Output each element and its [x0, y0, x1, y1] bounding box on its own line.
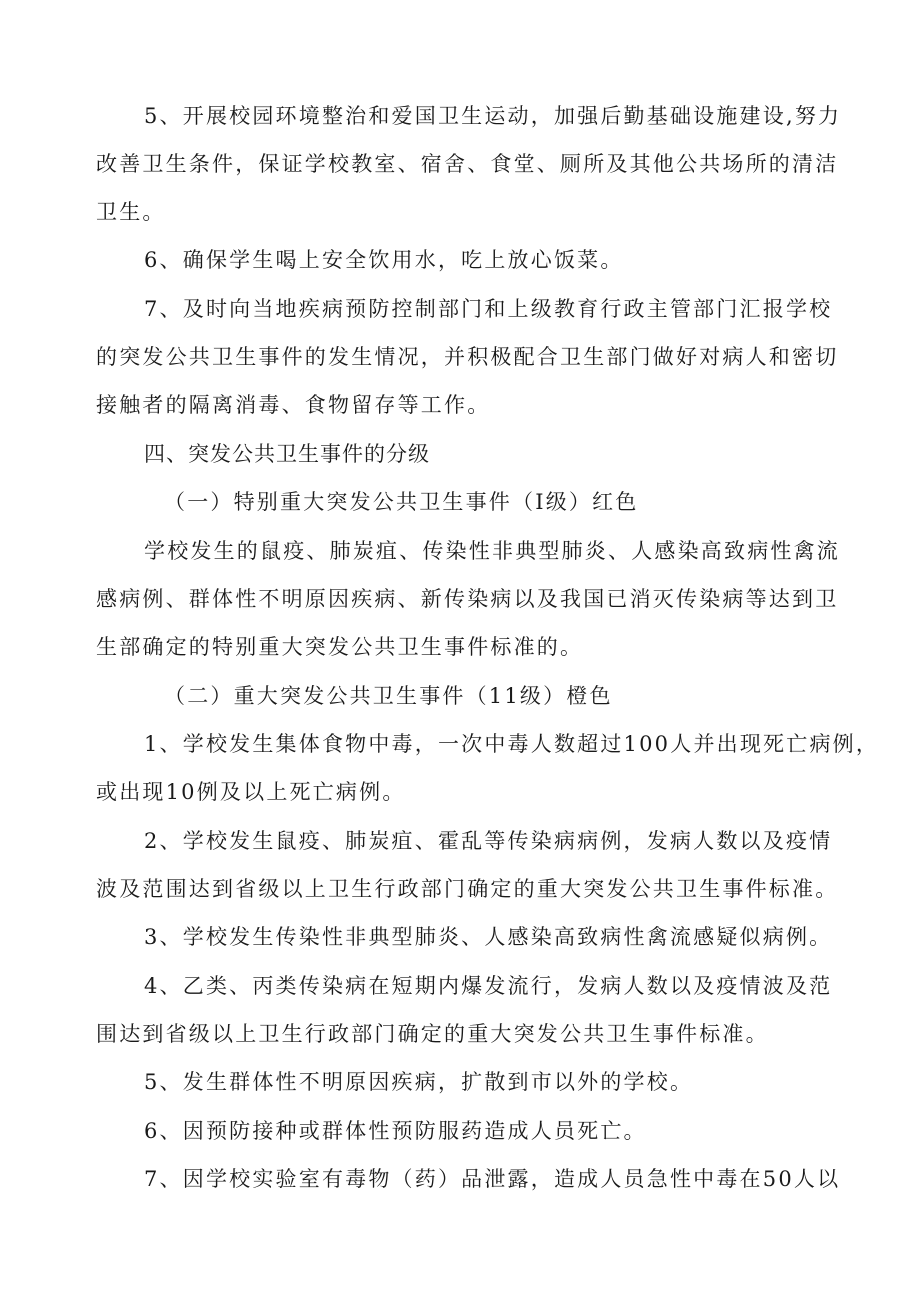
text-line: 感病例、群体性不明原因疾病、新传染病以及我国已消灭传染病等达到卫 [96, 587, 839, 611]
text-line: 5、发生群体性不明原因疾病，扩散到市以外的学校。 [144, 1070, 694, 1094]
text-line: 6、因预防接种或群体性预防服药造成人员死亡。 [144, 1119, 647, 1143]
subsection-heading-level-1: （一）特别重大突发公共卫生事件（I级）红色 [164, 490, 639, 514]
subsection-heading-level-2: （二）重大突发公共卫生事件（11级）橙色 [164, 684, 613, 708]
text-line: 围达到省级以上卫生行政部门确定的重大突发公共卫生事件标准。 [96, 1022, 769, 1046]
text-line: 学校发生的鼠疫、肺炭疽、传染性非典型肺炎、人感染高致病性禽流 [144, 539, 840, 563]
text-line: 卫生。 [96, 200, 166, 224]
text-line: 或出现10例及以上死亡病例。 [96, 780, 406, 804]
text-line: 3、学校发生传染性非典型肺炎、人感染高致病性禽流感疑似病例。 [144, 925, 833, 949]
text-line: 7、及时向当地疾病预防控制部门和上级教育行政主管部门汇报学校 [144, 297, 833, 321]
text-line: 生部确定的特别重大突发公共卫生事件标准的。 [96, 635, 584, 659]
text-line: 7、因学校实验室有毒物（药）品泄露，造成人员急性中毒在50人以 [144, 1167, 841, 1191]
text-line: 6、确保学生喝上安全饮用水，吃上放心饭菜。 [144, 248, 624, 272]
text-line: 2、学校发生鼠疫、肺炭疽、霍乱等传染病病例，发病人数以及疫情 [144, 829, 833, 853]
section-heading: 四、突发公共卫生事件的分级 [144, 442, 430, 466]
text-line: 5、开展校园环境整治和爱国卫生运动，加强后勤基础设施建设,努力 [144, 104, 842, 128]
text-line: 4、乙类、丙类传染病在短期内爆发流行，发病人数以及疫情波及范 [144, 974, 833, 998]
text-line: 1、学校发生集体食物中毒，一次中毒人数超过100人并出现死亡病例， [144, 732, 880, 756]
text-line: 的突发公共卫生事件的发生情况，并积极配合卫生部门做好对病人和密切 [96, 345, 839, 369]
text-line: 波及范围达到省级以上卫生行政部门确定的重大突发公共卫生事件标准。 [96, 877, 839, 901]
text-line: 改善卫生条件，保证学校教室、宿舍、食堂、厕所及其他公共场所的清洁 [96, 152, 839, 176]
text-line: 接触者的隔离消毒、食物留存等工作。 [96, 393, 491, 417]
